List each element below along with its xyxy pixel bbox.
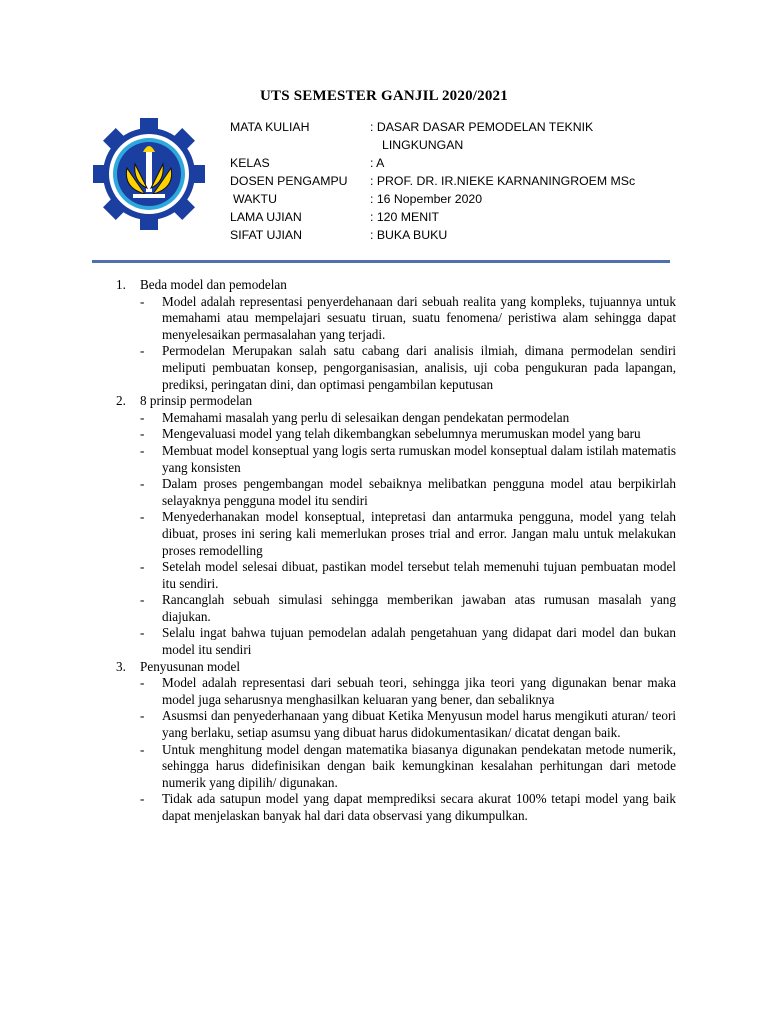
exam-title: UTS SEMESTER GANJIL 2020/2021 bbox=[260, 88, 508, 104]
bullet-item bbox=[116, 294, 676, 344]
dosen-label: DOSEN PENGAMPU bbox=[230, 174, 348, 188]
section-title: 8 prinsip permodelan bbox=[140, 393, 253, 409]
exam-metadata bbox=[230, 118, 635, 244]
kelas-label: KELAS bbox=[230, 156, 270, 170]
section-number: 3. bbox=[116, 658, 126, 674]
bullet-item bbox=[116, 708, 676, 741]
section-title: Penyusunan model bbox=[140, 658, 240, 674]
bullet-list bbox=[116, 410, 676, 659]
section-number: 2. bbox=[116, 393, 126, 409]
bullet-dash: - bbox=[140, 791, 145, 807]
section-beda-model bbox=[116, 277, 676, 393]
exam-answers bbox=[116, 277, 676, 825]
bullet-dash: - bbox=[140, 509, 145, 525]
lama-ujian-value: : 120 MENIT bbox=[370, 210, 440, 224]
bullet-dash: - bbox=[140, 442, 145, 458]
sifat-ujian-label: SIFAT UJIAN bbox=[230, 228, 302, 242]
bullet-text: Menyederhanakan model konseptual, intepretasi dan antarmuka pengguna, model yang telah dibuat, proses ini sering kali memerlukan proses trial and error. Jangan malu untuk melakukan proses remodelling bbox=[162, 509, 676, 558]
bullet-item bbox=[116, 343, 676, 393]
header-divider bbox=[92, 260, 670, 263]
section-penyusunan-model bbox=[116, 659, 676, 825]
bullet-item bbox=[116, 742, 676, 792]
waktu-value: : 16 Nopember 2020 bbox=[370, 192, 483, 206]
bullet-dash: - bbox=[140, 741, 145, 757]
bullet-dash: - bbox=[140, 476, 145, 492]
bullet-text: Permodelan Merupakan salah satu cabang dari analisis ilmiah, dimana permodelan sendiri meliputi pembuatan konsep, pengorganisasian, analisis, uji coba pengukuran pada lapangan, prediksi, peringatan dini, dan optimasi pengambilan keputusan bbox=[162, 343, 676, 392]
bullet-dash: - bbox=[140, 708, 145, 724]
dosen-value: : PROF. DR. IR.NIEKE KARNANINGROEM MSc bbox=[370, 174, 636, 188]
sifat-ujian-value: : BUKA BUKU bbox=[370, 228, 448, 242]
waktu-label: WAKTU bbox=[233, 192, 277, 206]
bullet-list bbox=[116, 294, 676, 394]
mata-kuliah-value-cont: LINGKUNGAN bbox=[382, 138, 464, 152]
section-prinsip-permodelan bbox=[116, 393, 676, 659]
bullet-dash: - bbox=[140, 426, 145, 442]
bullet-item bbox=[116, 592, 676, 625]
bullet-item bbox=[116, 675, 676, 708]
bullet-text: Setelah model selesai dibuat, pastikan model tersebut telah memenuhi tujuan pembuatan model itu sendiri. bbox=[162, 559, 676, 591]
bullet-text: Rancanglah sebuah simulasi sehingga memberikan jawaban atas rumusan masalah yang diajukan. bbox=[162, 592, 676, 624]
bullet-dash: - bbox=[140, 675, 145, 691]
mata-kuliah-value: : DASAR DASAR PEMODELAN TEKNIK bbox=[370, 120, 594, 134]
bullet-text: Membuat model konseptual yang logis serta rumuskan model konseptual dalam istilah matematis yang konsisten bbox=[162, 442, 676, 475]
bullet-text: Mengevaluasi model yang telah dikembangkan sebelumnya merumuskan model yang baru bbox=[162, 426, 641, 442]
bullet-text: Model adalah representasi dari sebuah teori, sehingga jika teori yang digunakan benar maka model juga seharusnya menghasilkan keluaran yang bener, dan sebaliknya bbox=[162, 675, 676, 707]
bullet-item bbox=[116, 559, 676, 592]
section-number: 1. bbox=[116, 277, 126, 292]
bullet-text: Dalam proses pengembangan model sebaiknya melibatkan pengguna model atau berpikirlah selayaknya pengguna model itu sendiri bbox=[162, 476, 676, 508]
kelas-value: : A bbox=[370, 156, 385, 170]
bullet-text: Selalu ingat bahwa tujuan pemodelan adalah pengetahuan yang didapat dari model dan bukan model itu sendiri bbox=[162, 625, 676, 658]
section-title: Beda model dan pemodelan bbox=[140, 277, 287, 292]
its-logo-icon bbox=[93, 118, 205, 230]
bullet-text: Tidak ada satupun model yang dapat memprediksi secara akurat 100% tetapi model yang baik dapat menjelaskan banyak hal dari data observasi yang dikumpulkan. bbox=[162, 791, 676, 823]
bullet-dash: - bbox=[140, 592, 145, 608]
bullet-item bbox=[116, 443, 676, 476]
bullet-item bbox=[116, 625, 676, 658]
bullet-dash: - bbox=[140, 409, 145, 425]
bullet-item bbox=[116, 791, 676, 824]
bullet-item bbox=[116, 410, 676, 427]
lama-ujian-label: LAMA UJIAN bbox=[230, 210, 302, 224]
bullet-dash: - bbox=[140, 559, 145, 575]
bullet-item bbox=[116, 509, 676, 559]
mata-kuliah-label: MATA KULIAH bbox=[230, 120, 310, 134]
bullet-item bbox=[116, 426, 676, 443]
bullet-dash: - bbox=[140, 343, 145, 359]
bullet-text: Memahami masalah yang perlu di selesaikan dengan pendekatan permodelan bbox=[162, 409, 570, 425]
bullet-text: Asusmsi dan penyederhanaan yang dibuat Ketika Menyusun model harus mengikuti aturan/ teori yang berlaku, setiap asumsu yang dibuat harus didokumentasikan/ dicatat dengan baik. bbox=[162, 708, 676, 741]
bullet-text: Untuk menghitung model dengan matematika biasanya digunakan pendekatan metode numerik, sehingga harus didefinisikan dengan baik kemungkinan kesalahan perhitungan dari metode numerik yang dipilih/ digunakan. bbox=[162, 741, 676, 790]
bullet-text: Model adalah representasi penyerdehanaan dari sebuah realita yang kompleks, tujuannya untuk memahami atau mempelajari sesuatu tiruan, suatu fenomena/ peristiwa alam sehingga dapat menyelesaikan permasalahan yang terjadi. bbox=[162, 293, 676, 342]
bullet-dash: - bbox=[140, 625, 145, 641]
bullet-list bbox=[116, 675, 676, 824]
bullet-dash: - bbox=[140, 293, 145, 309]
bullet-item bbox=[116, 476, 676, 509]
